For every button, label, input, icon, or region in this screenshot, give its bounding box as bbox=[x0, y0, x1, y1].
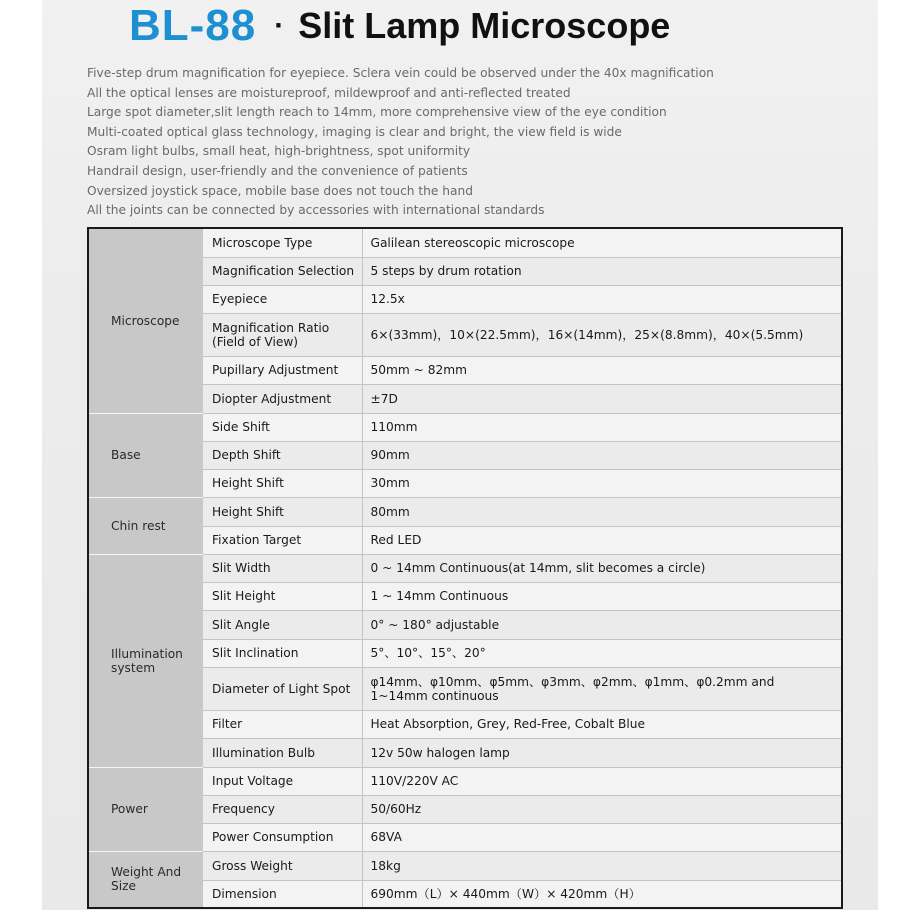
spec-label: Slit Width bbox=[203, 554, 362, 582]
table-row bbox=[88, 497, 842, 526]
spec-value: Galilean stereoscopic microscope bbox=[362, 228, 842, 257]
group-cell-power: Power bbox=[88, 767, 203, 851]
spec-value: 68VA bbox=[362, 823, 842, 851]
table-row bbox=[88, 767, 842, 795]
spec-label: Illumination Bulb bbox=[203, 738, 362, 767]
model-name: BL-88 bbox=[129, 1, 257, 50]
spec-value: 110mm bbox=[362, 413, 842, 441]
spec-label: Input Voltage bbox=[203, 767, 362, 795]
spec-label: Diopter Adjustment bbox=[203, 384, 362, 413]
table-row bbox=[88, 851, 842, 880]
spec-value: 1 ~ 14mm Continuous bbox=[362, 582, 842, 610]
feature-item: Handrail design, user-friendly and the convenience of patients bbox=[87, 163, 468, 178]
spec-value: 80mm bbox=[362, 497, 842, 526]
spec-table bbox=[87, 227, 843, 909]
spec-label: Pupillary Adjustment bbox=[203, 356, 362, 384]
spec-label: Magnification Ratio (Field of View) bbox=[203, 313, 362, 356]
feature-item: Five-step drum magnification for eyepiece. Sclera vein could be observed under the 40x magnification bbox=[87, 66, 714, 80]
feature-item: All the optical lenses are moistureproof, mildewproof and anti-reflected treated bbox=[87, 85, 571, 100]
spec-value: 0 ~ 14mm Continuous(at 14mm, slit becomes a circle) bbox=[362, 554, 842, 582]
spec-value: 12.5x bbox=[362, 285, 842, 313]
spec-value: Heat Absorption, Grey, Red-Free, Cobalt Blue bbox=[362, 710, 842, 738]
feature-item: Osram light bulbs, small heat, high-brightness, spot uniformity bbox=[87, 144, 471, 159]
group-cell-illumination: Illumination system bbox=[88, 554, 203, 767]
group-cell-microscope: Microscope bbox=[88, 228, 203, 413]
spec-label: Depth Shift bbox=[203, 441, 362, 469]
feature-item: Oversized joystick space, mobile base does not touch the hand bbox=[87, 183, 473, 198]
spec-label: Frequency bbox=[203, 795, 362, 823]
spec-value: 5°、10°、15°、20° bbox=[362, 639, 842, 667]
spec-value: 0° ~ 180° adjustable bbox=[362, 610, 842, 639]
spec-value: 12v 50w halogen lamp bbox=[362, 738, 842, 767]
spec-value: 30mm bbox=[362, 469, 842, 497]
feature-item: Large spot diameter,slit length reach to 14mm, more comprehensive view of the eye condition bbox=[87, 105, 667, 120]
spec-value: 50/60Hz bbox=[362, 795, 842, 823]
spec-value: 50mm ~ 82mm bbox=[362, 356, 842, 384]
table-row bbox=[88, 228, 842, 257]
spec-value: 110V/220V AC bbox=[362, 767, 842, 795]
spec-label: Slit Height bbox=[203, 582, 362, 610]
spec-label: Side Shift bbox=[203, 413, 362, 441]
feature-item: Multi-coated optical glass technology, imaging is clear and bright, the view field is wide bbox=[87, 124, 622, 139]
group-cell-base: Base bbox=[88, 413, 203, 497]
feature-item: All the joints can be connected by accessories with international standards bbox=[87, 203, 545, 218]
product-name: Slit Lamp Microscope bbox=[298, 5, 671, 46]
spec-value: 90mm bbox=[362, 441, 842, 469]
spec-label: Fixation Target bbox=[203, 526, 362, 554]
spec-value: 690mm（L）× 440mm（W）× 420mm（H） bbox=[362, 880, 842, 908]
spec-label: Eyepiece bbox=[203, 285, 362, 313]
spec-label: Diameter of Light Spot bbox=[203, 667, 362, 710]
spec-label: Slit Inclination bbox=[203, 639, 362, 667]
spec-label: Slit Angle bbox=[203, 610, 362, 639]
spec-label: Height Shift bbox=[203, 469, 362, 497]
spec-value: Red LED bbox=[362, 526, 842, 554]
spec-value: 5 steps by drum rotation bbox=[362, 257, 842, 285]
table-row bbox=[88, 554, 842, 582]
spec-value: φ14mm、φ10mm、φ5mm、φ3mm、φ2mm、φ1mm、φ0.2mm and 1~14mm continuous bbox=[362, 667, 842, 710]
group-cell-chin-rest: Chin rest bbox=[88, 497, 203, 554]
spec-label: Gross Weight bbox=[203, 851, 362, 880]
spec-value: 6×(33mm)，10×(22.5mm)，16×(14mm)，25×(8.8mm)，40×(5.5mm) bbox=[362, 313, 842, 356]
spec-label: Dimension bbox=[203, 880, 362, 908]
spec-value: 18kg bbox=[362, 851, 842, 880]
spec-label: Power Consumption bbox=[203, 823, 362, 851]
spec-value: ±7D bbox=[362, 384, 842, 413]
feature-list bbox=[87, 64, 714, 221]
group-cell-weight-size: Weight And Size bbox=[88, 851, 203, 908]
spec-label: Microscope Type bbox=[203, 228, 362, 257]
spec-label: Height Shift bbox=[203, 497, 362, 526]
spec-label: Magnification Selection bbox=[203, 257, 362, 285]
table-row bbox=[88, 413, 842, 441]
page-title bbox=[129, 2, 670, 50]
title-separator: · bbox=[274, 9, 285, 42]
spec-label: Filter bbox=[203, 710, 362, 738]
